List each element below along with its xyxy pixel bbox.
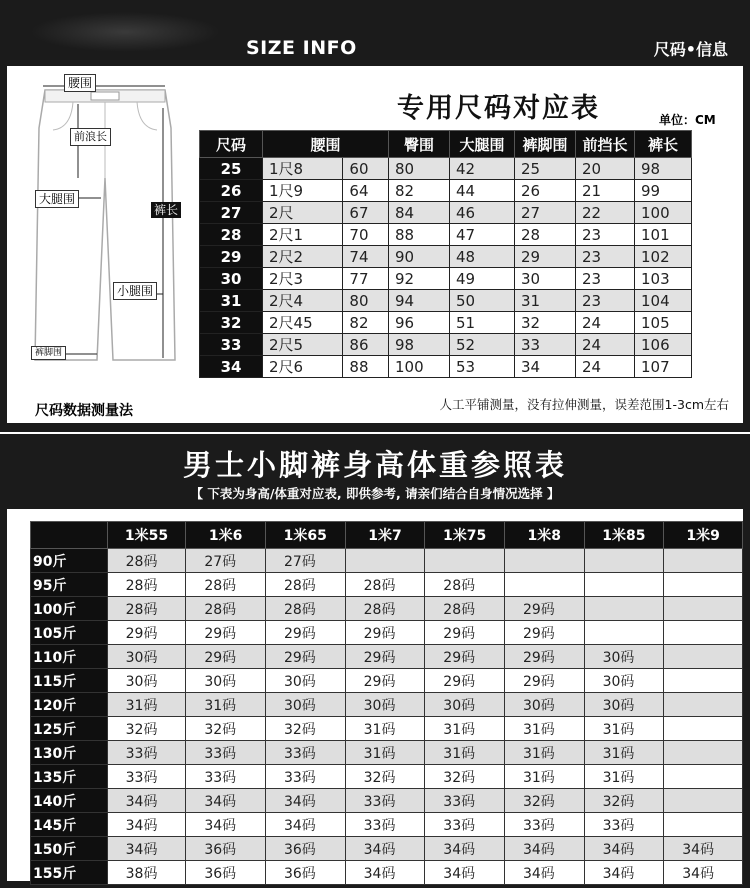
weight-cell: 95斤 <box>31 573 108 597</box>
cell-waist-cn: 2尺2 <box>263 246 343 268</box>
cell-hem: 31 <box>515 290 576 312</box>
weight-cell: 145斤 <box>31 813 108 837</box>
size-suggestion-cell: 32码 <box>186 717 266 741</box>
cell-size: 34 <box>200 356 263 378</box>
size-suggestion-cell: 34码 <box>265 789 345 813</box>
size-suggestion-cell: 34码 <box>664 861 743 885</box>
height-col-header: 1米6 <box>186 522 266 549</box>
cell-hip: 82 <box>389 180 450 202</box>
size-suggestion-cell: 36码 <box>265 837 345 861</box>
size-suggestion-cell: 29码 <box>107 621 186 645</box>
size-suggestion-cell: 29码 <box>186 621 266 645</box>
weight-cell: 135斤 <box>31 765 108 789</box>
size-suggestion-cell: 28码 <box>345 597 425 621</box>
size-suggestion-cell: 34码 <box>265 813 345 837</box>
size-suggestion-cell: 33码 <box>186 765 266 789</box>
cell-rise: 23 <box>576 224 635 246</box>
size-row <box>200 356 692 378</box>
cell-waist-cn: 1尺9 <box>263 180 343 202</box>
cell-waist: 77 <box>343 268 389 290</box>
size-suggestion-cell: 29码 <box>265 621 345 645</box>
cell-hem: 27 <box>515 202 576 224</box>
weight-cell: 90斤 <box>31 549 108 573</box>
weight-cell: 110斤 <box>31 645 108 669</box>
calf-label: 小腿围 <box>113 282 157 300</box>
size-suggestion-cell: 27码 <box>186 549 266 573</box>
size-suggestion-cell: 32码 <box>345 765 425 789</box>
size-suggestion-cell: 34码 <box>584 837 664 861</box>
reference-panel <box>7 509 743 881</box>
size-suggestion-cell: 31码 <box>186 693 266 717</box>
cell-waist-cn: 2尺 <box>263 202 343 224</box>
size-suggestion-cell: 29码 <box>425 621 505 645</box>
cell-waist: 70 <box>343 224 389 246</box>
size-suggestion-cell: 30码 <box>186 669 266 693</box>
thigh-label: 大腿围 <box>35 190 79 208</box>
size-suggestion-cell: 32码 <box>504 789 584 813</box>
size-suggestion-cell: 28码 <box>345 573 425 597</box>
size-suggestion-cell <box>664 765 743 789</box>
size-suggestion-cell: 28码 <box>107 573 186 597</box>
cell-length: 98 <box>635 158 692 180</box>
cell-rise: 24 <box>576 356 635 378</box>
size-suggestion-cell: 31码 <box>425 717 505 741</box>
cell-rise: 21 <box>576 180 635 202</box>
cell-thigh: 51 <box>450 312 515 334</box>
reference-row <box>31 837 743 861</box>
cell-rise: 20 <box>576 158 635 180</box>
size-suggestion-cell: 28码 <box>425 573 505 597</box>
size-suggestion-cell <box>584 549 664 573</box>
height-col-header: 1米65 <box>265 522 345 549</box>
cell-length: 102 <box>635 246 692 268</box>
cell-length: 107 <box>635 356 692 378</box>
reference-row <box>31 597 743 621</box>
col-hip: 臀围 <box>389 131 450 158</box>
size-suggestion-cell: 29码 <box>265 645 345 669</box>
size-suggestion-cell: 30码 <box>345 693 425 717</box>
cell-waist-cn: 1尺8 <box>263 158 343 180</box>
size-suggestion-cell: 33码 <box>345 813 425 837</box>
brand-logo <box>30 12 220 52</box>
reference-row <box>31 717 743 741</box>
cell-hem: 29 <box>515 246 576 268</box>
reference-table <box>30 521 743 885</box>
size-suggestion-cell: 33码 <box>107 765 186 789</box>
size-suggestion-cell: 30码 <box>584 693 664 717</box>
size-row <box>200 180 692 202</box>
size-row <box>200 334 692 356</box>
size-suggestion-cell: 34码 <box>584 861 664 885</box>
size-suggestion-cell: 29码 <box>345 621 425 645</box>
height-col-header: 1米75 <box>425 522 505 549</box>
cell-thigh: 44 <box>450 180 515 202</box>
size-suggestion-cell: 29码 <box>425 669 505 693</box>
col-hem: 裤脚围 <box>515 131 576 158</box>
size-suggestion-cell: 30码 <box>504 693 584 717</box>
size-suggestion-cell: 30码 <box>265 693 345 717</box>
size-suggestion-cell: 34码 <box>186 789 266 813</box>
size-suggestion-cell: 29码 <box>345 645 425 669</box>
size-suggestion-cell <box>664 741 743 765</box>
size-suggestion-cell: 30码 <box>584 645 664 669</box>
cell-length: 99 <box>635 180 692 202</box>
cell-hip: 88 <box>389 224 450 246</box>
size-suggestion-cell: 33码 <box>107 741 186 765</box>
cell-waist: 86 <box>343 334 389 356</box>
size-row <box>200 268 692 290</box>
size-suggestion-cell: 29码 <box>425 645 505 669</box>
weight-cell: 105斤 <box>31 621 108 645</box>
cell-waist-cn: 2尺3 <box>263 268 343 290</box>
cell-rise: 24 <box>576 334 635 356</box>
size-suggestion-cell: 29码 <box>504 669 584 693</box>
cell-size: 31 <box>200 290 263 312</box>
size-suggestion-cell: 29码 <box>504 597 584 621</box>
weight-cell: 100斤 <box>31 597 108 621</box>
size-suggestion-cell: 30码 <box>425 693 505 717</box>
size-suggestion-cell <box>664 693 743 717</box>
size-suggestion-cell: 32码 <box>265 717 345 741</box>
weight-cell: 140斤 <box>31 789 108 813</box>
cell-length: 105 <box>635 312 692 334</box>
cell-hem: 30 <box>515 268 576 290</box>
size-suggestion-cell <box>664 597 743 621</box>
size-suggestion-cell: 31码 <box>504 741 584 765</box>
cell-hem: 28 <box>515 224 576 246</box>
size-suggestion-cell: 31码 <box>584 741 664 765</box>
cell-waist-cn: 2尺1 <box>263 224 343 246</box>
cell-waist: 80 <box>343 290 389 312</box>
size-suggestion-cell: 31码 <box>584 765 664 789</box>
cell-rise: 23 <box>576 290 635 312</box>
size-suggestion-cell <box>664 549 743 573</box>
col-rise: 前挡长 <box>576 131 635 158</box>
cell-hem: 32 <box>515 312 576 334</box>
cell-waist-cn: 2尺4 <box>263 290 343 312</box>
header-title: SIZE INFO <box>246 37 357 59</box>
size-suggestion-cell: 32码 <box>425 765 505 789</box>
size-suggestion-cell <box>664 717 743 741</box>
cell-hip: 84 <box>389 202 450 224</box>
size-suggestion-cell: 33码 <box>425 813 505 837</box>
unit-label: 单位：CM <box>659 113 716 127</box>
measure-method-label: 尺码数据测量法 <box>35 403 133 419</box>
size-suggestion-cell: 31码 <box>504 717 584 741</box>
height-col-header: 1米55 <box>107 522 186 549</box>
cell-thigh: 49 <box>450 268 515 290</box>
size-suggestion-cell: 34码 <box>345 861 425 885</box>
col-thigh: 大腿围 <box>450 131 515 158</box>
size-suggestion-cell <box>664 621 743 645</box>
cell-waist: 67 <box>343 202 389 224</box>
cell-hem: 33 <box>515 334 576 356</box>
size-suggestion-cell: 29码 <box>504 621 584 645</box>
size-suggestion-cell: 28码 <box>186 573 266 597</box>
hem-label: 裤脚围 <box>31 346 66 360</box>
reference-row <box>31 765 743 789</box>
size-suggestion-cell: 28码 <box>265 597 345 621</box>
pants-diagram <box>13 68 193 378</box>
size-suggestion-cell: 31码 <box>504 765 584 789</box>
size-suggestion-cell: 34码 <box>425 861 505 885</box>
reference-subtitle: 【 下表为身高/体重对应表, 即供参考, 请亲们结合自身情况选择 】 <box>190 486 560 501</box>
size-suggestion-cell: 28码 <box>107 597 186 621</box>
col-length: 裤长 <box>635 131 692 158</box>
size-row <box>200 202 692 224</box>
cell-length: 106 <box>635 334 692 356</box>
cell-rise: 23 <box>576 268 635 290</box>
size-suggestion-cell: 31码 <box>107 693 186 717</box>
size-suggestion-cell: 28码 <box>425 597 505 621</box>
size-suggestion-cell: 34码 <box>107 837 186 861</box>
reference-row <box>31 645 743 669</box>
size-suggestion-cell: 31码 <box>425 741 505 765</box>
cell-size: 26 <box>200 180 263 202</box>
size-suggestion-cell: 33码 <box>584 813 664 837</box>
size-suggestion-cell: 33码 <box>186 741 266 765</box>
cell-hip: 92 <box>389 268 450 290</box>
size-suggestion-cell: 36码 <box>265 861 345 885</box>
size-suggestion-cell: 36码 <box>186 861 266 885</box>
height-col-header: 1米9 <box>664 522 743 549</box>
height-col-header: 1米85 <box>584 522 664 549</box>
size-suggestion-cell <box>425 549 505 573</box>
size-suggestion-cell: 34码 <box>504 837 584 861</box>
size-suggestion-cell <box>584 573 664 597</box>
size-suggestion-cell <box>504 549 584 573</box>
cell-size: 29 <box>200 246 263 268</box>
cell-size: 30 <box>200 268 263 290</box>
weight-cell: 120斤 <box>31 693 108 717</box>
weight-cell: 115斤 <box>31 669 108 693</box>
cell-thigh: 46 <box>450 202 515 224</box>
cell-size: 32 <box>200 312 263 334</box>
size-row <box>200 312 692 334</box>
cell-size: 28 <box>200 224 263 246</box>
cell-length: 103 <box>635 268 692 290</box>
length-label: 裤长 <box>151 202 181 218</box>
cell-waist: 88 <box>343 356 389 378</box>
size-suggestion-cell: 34码 <box>345 837 425 861</box>
header-right-title: 尺码•信息 <box>653 40 728 59</box>
cell-waist: 82 <box>343 312 389 334</box>
cell-hip: 90 <box>389 246 450 268</box>
size-suggestion-cell: 30码 <box>107 669 186 693</box>
size-table-title: 专用尺码对应表 <box>397 93 600 124</box>
size-row <box>200 158 692 180</box>
size-suggestion-cell: 31码 <box>345 717 425 741</box>
front-rise-label: 前浪长 <box>70 128 111 146</box>
size-suggestion-cell: 28码 <box>107 549 186 573</box>
size-suggestion-cell <box>584 621 664 645</box>
cell-hem: 25 <box>515 158 576 180</box>
size-suggestion-cell: 33码 <box>265 741 345 765</box>
cell-waist: 60 <box>343 158 389 180</box>
size-suggestion-cell: 28码 <box>265 573 345 597</box>
reference-row <box>31 669 743 693</box>
col-size: 尺码 <box>200 131 263 158</box>
waist-label: 腰围 <box>64 74 96 92</box>
cell-thigh: 42 <box>450 158 515 180</box>
weight-cell: 150斤 <box>31 837 108 861</box>
size-suggestion-cell: 34码 <box>504 861 584 885</box>
cell-size: 25 <box>200 158 263 180</box>
size-suggestion-cell <box>664 813 743 837</box>
reference-row <box>31 621 743 645</box>
cell-length: 104 <box>635 290 692 312</box>
cell-waist: 64 <box>343 180 389 202</box>
size-row <box>200 290 692 312</box>
size-suggestion-cell: 33码 <box>345 789 425 813</box>
cell-hem: 26 <box>515 180 576 202</box>
size-suggestion-cell <box>664 645 743 669</box>
size-suggestion-cell: 29码 <box>345 669 425 693</box>
cell-thigh: 52 <box>450 334 515 356</box>
cell-waist-cn: 2尺45 <box>263 312 343 334</box>
size-suggestion-cell: 34码 <box>186 813 266 837</box>
col-waist: 腰围 <box>263 131 389 158</box>
size-suggestion-cell: 31码 <box>345 741 425 765</box>
size-suggestion-cell: 32码 <box>107 717 186 741</box>
cell-waist-cn: 2尺5 <box>263 334 343 356</box>
weight-cell: 155斤 <box>31 861 108 885</box>
size-suggestion-cell: 33码 <box>425 789 505 813</box>
size-suggestion-cell: 30码 <box>107 645 186 669</box>
size-row <box>200 224 692 246</box>
cell-hip: 98 <box>389 334 450 356</box>
size-suggestion-cell <box>504 573 584 597</box>
size-table <box>199 130 692 378</box>
height-col-header: 1米8 <box>504 522 584 549</box>
weight-cell: 125斤 <box>31 717 108 741</box>
size-suggestion-cell: 34码 <box>107 813 186 837</box>
measure-note: 人工平铺测量，没有拉伸测量，误差范围1-3cm左右 <box>439 397 729 412</box>
cell-rise: 22 <box>576 202 635 224</box>
size-suggestion-cell <box>664 573 743 597</box>
size-suggestion-cell: 27码 <box>265 549 345 573</box>
cell-hip: 96 <box>389 312 450 334</box>
size-suggestion-cell <box>664 669 743 693</box>
reference-row <box>31 813 743 837</box>
size-suggestion-cell: 33码 <box>265 765 345 789</box>
corner-cell <box>31 522 108 549</box>
size-suggestion-cell <box>664 789 743 813</box>
cell-length: 100 <box>635 202 692 224</box>
cell-thigh: 50 <box>450 290 515 312</box>
cell-rise: 24 <box>576 312 635 334</box>
cell-rise: 23 <box>576 246 635 268</box>
size-suggestion-cell: 34码 <box>107 789 186 813</box>
reference-row <box>31 861 743 885</box>
size-suggestion-cell: 29码 <box>504 645 584 669</box>
cell-hip: 80 <box>389 158 450 180</box>
weight-cell: 130斤 <box>31 741 108 765</box>
size-chart-panel <box>7 66 743 423</box>
cell-waist: 74 <box>343 246 389 268</box>
cell-size: 27 <box>200 202 263 224</box>
cell-hip: 100 <box>389 356 450 378</box>
size-suggestion-cell: 31码 <box>584 717 664 741</box>
size-row <box>200 246 692 268</box>
size-suggestion-cell: 34码 <box>425 837 505 861</box>
cell-thigh: 47 <box>450 224 515 246</box>
size-suggestion-cell: 30码 <box>584 669 664 693</box>
size-suggestion-cell: 38码 <box>107 861 186 885</box>
reference-row <box>31 789 743 813</box>
size-suggestion-cell <box>345 549 425 573</box>
reference-title: 男士小脚裤身高体重参照表 <box>182 448 567 482</box>
reference-row <box>31 693 743 717</box>
size-suggestion-cell <box>584 597 664 621</box>
size-suggestion-cell: 36码 <box>186 837 266 861</box>
cell-thigh: 48 <box>450 246 515 268</box>
cell-size: 33 <box>200 334 263 356</box>
size-suggestion-cell: 28码 <box>186 597 266 621</box>
cell-hem: 34 <box>515 356 576 378</box>
size-suggestion-cell: 34码 <box>664 837 743 861</box>
size-suggestion-cell: 29码 <box>186 645 266 669</box>
size-suggestion-cell: 30码 <box>265 669 345 693</box>
height-col-header: 1米7 <box>345 522 425 549</box>
cell-waist-cn: 2尺6 <box>263 356 343 378</box>
cell-length: 101 <box>635 224 692 246</box>
cell-thigh: 53 <box>450 356 515 378</box>
reference-row <box>31 741 743 765</box>
cell-hip: 94 <box>389 290 450 312</box>
size-suggestion-cell: 33码 <box>504 813 584 837</box>
reference-row <box>31 549 743 573</box>
reference-row <box>31 573 743 597</box>
size-suggestion-cell: 32码 <box>584 789 664 813</box>
